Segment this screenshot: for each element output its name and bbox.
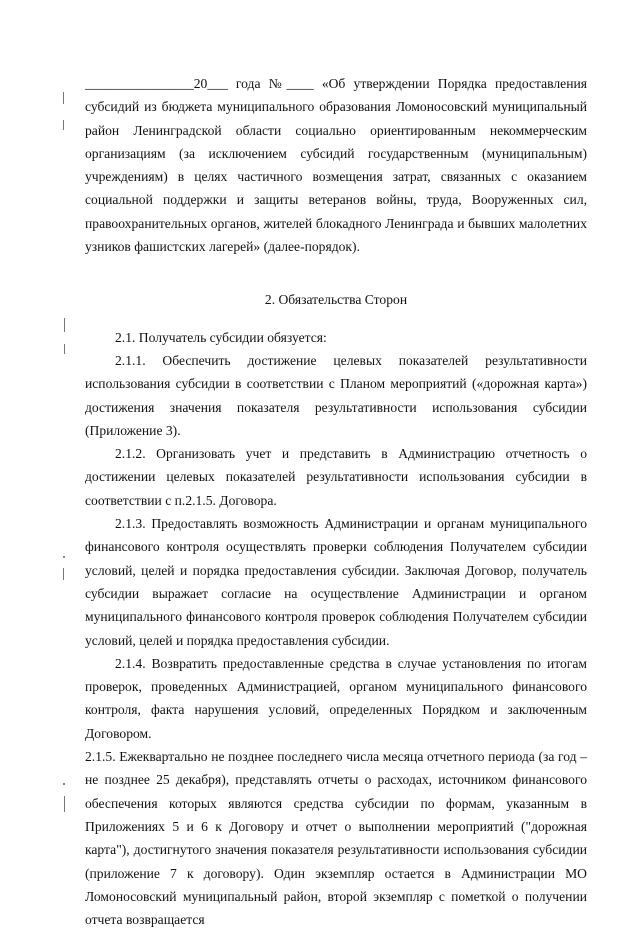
scan-artifact	[64, 344, 65, 354]
scan-artifact	[64, 796, 65, 812]
scan-artifact	[63, 568, 64, 580]
scan-artifact	[63, 120, 64, 130]
clause-2-1-1: 2.1.1. Обеспечить достижение целевых показателей результативности использования субсидии в соответствии с Планом мероприятий («дорожная карта») достижения значения показателя результативности использования субсидии (Приложение 3).	[85, 352, 587, 438]
section-heading: 2. Обязательства Сторон	[264, 292, 408, 308]
clause-2-1-4: 2.1.4. Возвратить предоставленные средства в случае установления по итогам проверок, проведенных Администрацией, органом муниципального финансового контроля, факта нарушения условий, определенных Порядком и заключенным Договором.	[85, 655, 587, 741]
document-body	[85, 72, 587, 931]
clause-2-1: 2.1. Получатель субсидии обязуется:	[115, 329, 327, 345]
scan-artifact	[64, 318, 65, 332]
clause-2-1-2: 2.1.2. Организовать учет и представить в Администрацию отчетность о достижении целевых показателей результативности использования субсидии в соответствии с п.2.1.5. Договора.	[85, 446, 587, 508]
scan-artifact	[63, 556, 65, 558]
clause-2-1-5: 2.1.5. Ежеквартально не позднее последнего числа месяца отчетного периода (за год – не позднее 25 декабря), представлять отчеты о расходах, источником финансового обеспечения которых являются средства субсидии по формам, указанным в Приложениях 5 и 6 к Договору и отчет о выполнении мероприятий ("дорожная карта"), достигнутого значения показателя результативности использования субсидии (приложение 7 к договору). Один экземпляр остается в Администрации МО Ломоносовский муниципальный район, второй экземпляр с пометкой о получении отчета возвращается	[85, 749, 587, 928]
intro-paragraph: ________________20___ года №____ «Об утверждении Порядка предоставления субсидий из бюджета муниципального образования Ломоносовский муниципальный район Ленинградской области социально ориентированным некоммерческим организациям (за исключением субсидий государственным (муниципальным) учреждениям) в целях частичного возмещения затрат, связанных с оказанием социальной поддержки и защиты ветеранов войны, труда, Вооруженных сил, правоохранительных органов, жителей блокадного Ленинграда и бывших малолетних узников фашистских лагерей» (далее-порядок).	[85, 76, 587, 255]
scan-artifact	[63, 92, 64, 104]
clause-2-1-3: 2.1.3. Предоставлять возможность Администрации и органам муниципального финансового контроля осуществлять проверки соблюдения Получателем субсидии условий, целей и порядка предоставления субсидии. Заключая Договор, получатель субсидии выражает согласие на осуществление Администрации и органом муниципального финансового контроля проверок соблюдения Получателем субсидии условий, целей и порядка предоставления субсидии.	[85, 516, 587, 648]
scan-artifact	[63, 783, 65, 785]
